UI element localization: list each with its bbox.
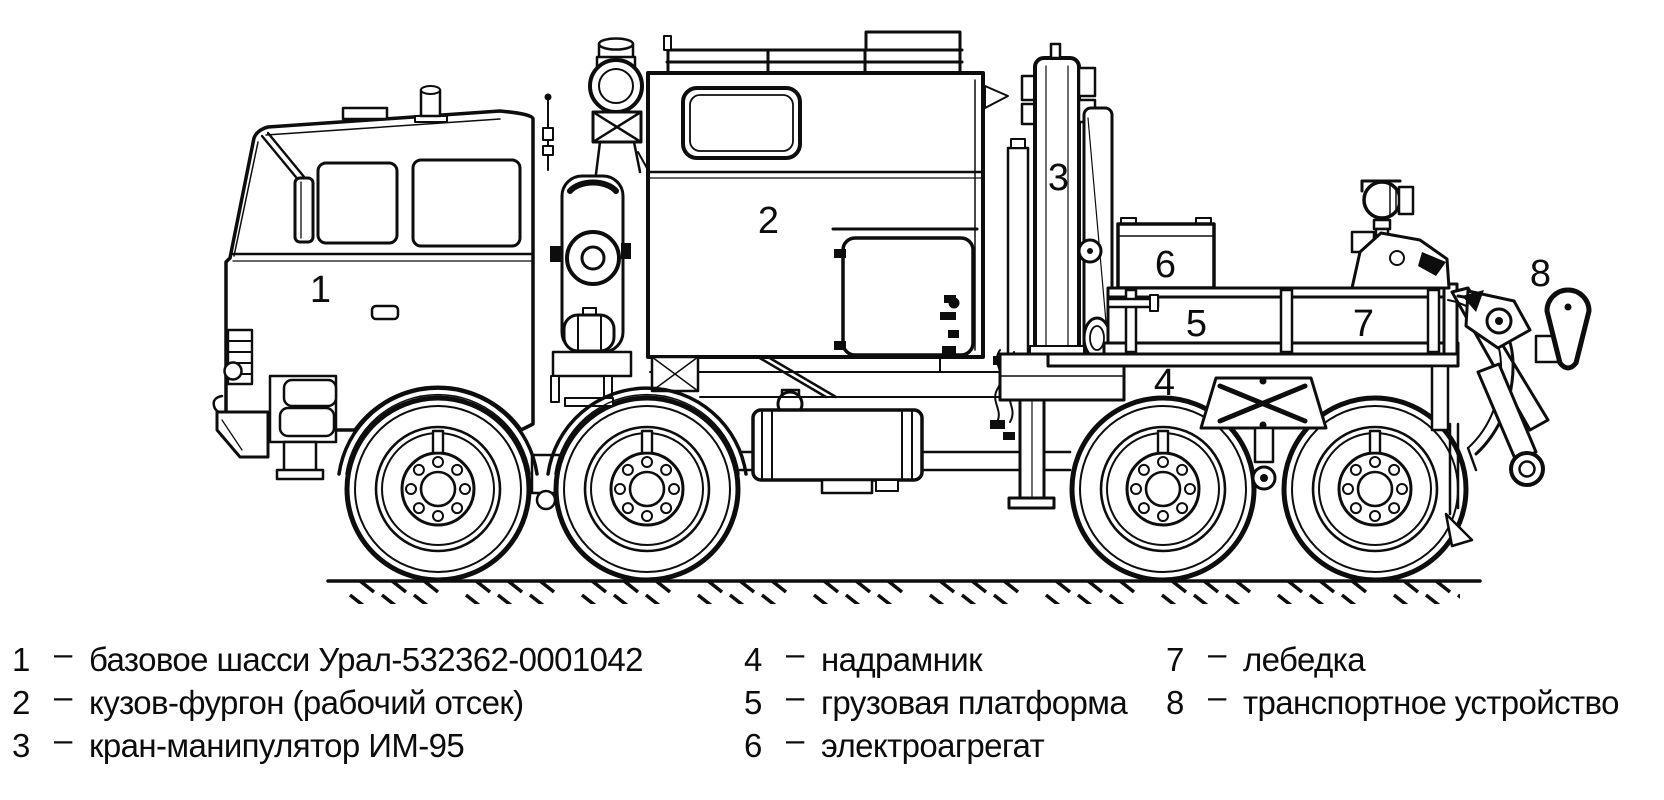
cargo-platform	[1104, 284, 1458, 356]
legend-item-dash: –	[1208, 678, 1226, 715]
fuel-tank	[753, 390, 922, 493]
cab-door-handle	[372, 306, 398, 319]
legend-item-label: грузовая платформа	[821, 684, 1128, 721]
legend-item	[744, 721, 1127, 770]
legend-column-1	[12, 635, 643, 770]
legend-item-number: 2	[12, 684, 30, 721]
outrigger-foot	[1009, 498, 1054, 508]
crane-lift-cylinder	[1008, 148, 1028, 354]
legend-item-label: лебедка	[1243, 641, 1365, 678]
legend-item	[12, 678, 643, 727]
legend-item-label: кран-манипулятор ИМ-95	[89, 727, 465, 764]
legend-item-number: 7	[1166, 641, 1184, 678]
legend	[0, 635, 1664, 791]
van-body-group	[648, 32, 1008, 397]
wheel-front-1	[347, 398, 529, 580]
antenna	[543, 94, 553, 171]
transport-device-group	[1446, 288, 1589, 546]
headlight	[225, 363, 242, 380]
legend-item-number: 6	[744, 727, 762, 764]
winch-group	[1352, 181, 1449, 288]
legend-item-dash: –	[786, 678, 804, 715]
callout-2: 2	[757, 200, 779, 242]
legend-column-3	[1166, 635, 1619, 727]
callout-8: 8	[1529, 253, 1551, 295]
cab-rear-window	[413, 160, 520, 246]
legend-item-number: 8	[1166, 684, 1184, 721]
legend-item-dash: –	[54, 635, 72, 672]
legend-item-dash: –	[54, 721, 72, 758]
tow-hook	[214, 396, 226, 412]
callout-5: 5	[1185, 303, 1207, 345]
roof-rack	[664, 32, 962, 73]
air-intake-stack	[590, 39, 648, 175]
legend-item-number: 1	[12, 641, 30, 678]
winch-motor	[1364, 182, 1400, 218]
cab-door-window	[318, 163, 397, 243]
callout-7: 7	[1352, 303, 1374, 345]
callout-4: 4	[1153, 362, 1175, 404]
legend-item-number: 5	[744, 684, 762, 721]
cab-steps	[270, 376, 336, 479]
legend-item-number: 3	[12, 727, 30, 764]
legend-item-dash: –	[1208, 635, 1226, 672]
legend-item-dash: –	[786, 635, 804, 672]
legend-item	[1166, 678, 1619, 727]
wheel-front-2	[556, 398, 738, 580]
legend-item-number: 4	[744, 641, 762, 678]
legend-item	[12, 635, 643, 684]
legend-column-2	[744, 635, 1128, 770]
callout-3: 3	[1047, 157, 1069, 199]
legend-item-dash: –	[786, 721, 804, 758]
door-hinge-bottom	[834, 341, 846, 350]
beacon-light	[415, 86, 447, 122]
ground-hatching	[336, 582, 1460, 604]
legend-item-label: кузов-фургон (рабочий отсек)	[89, 684, 524, 721]
crane-column	[1035, 58, 1079, 358]
behind-cab-equipment	[550, 39, 648, 407]
legend-item	[12, 721, 643, 770]
roof-hatch	[343, 108, 387, 119]
callout-6: 6	[1154, 244, 1176, 286]
legend-item-label: электроагрегат	[821, 727, 1045, 764]
legend-item-label: транспортное устройство	[1243, 684, 1619, 721]
spare-drum-rack	[550, 176, 631, 406]
door-hinge-top	[834, 249, 846, 258]
van-window	[683, 88, 800, 158]
legend-item-label: надрамник	[821, 641, 982, 678]
ground	[328, 581, 1480, 604]
legend-item-dash: –	[54, 678, 72, 715]
legend-item-label: базовое шасси Урал-532362-0001042	[89, 641, 643, 678]
callout-1: 1	[309, 269, 331, 311]
